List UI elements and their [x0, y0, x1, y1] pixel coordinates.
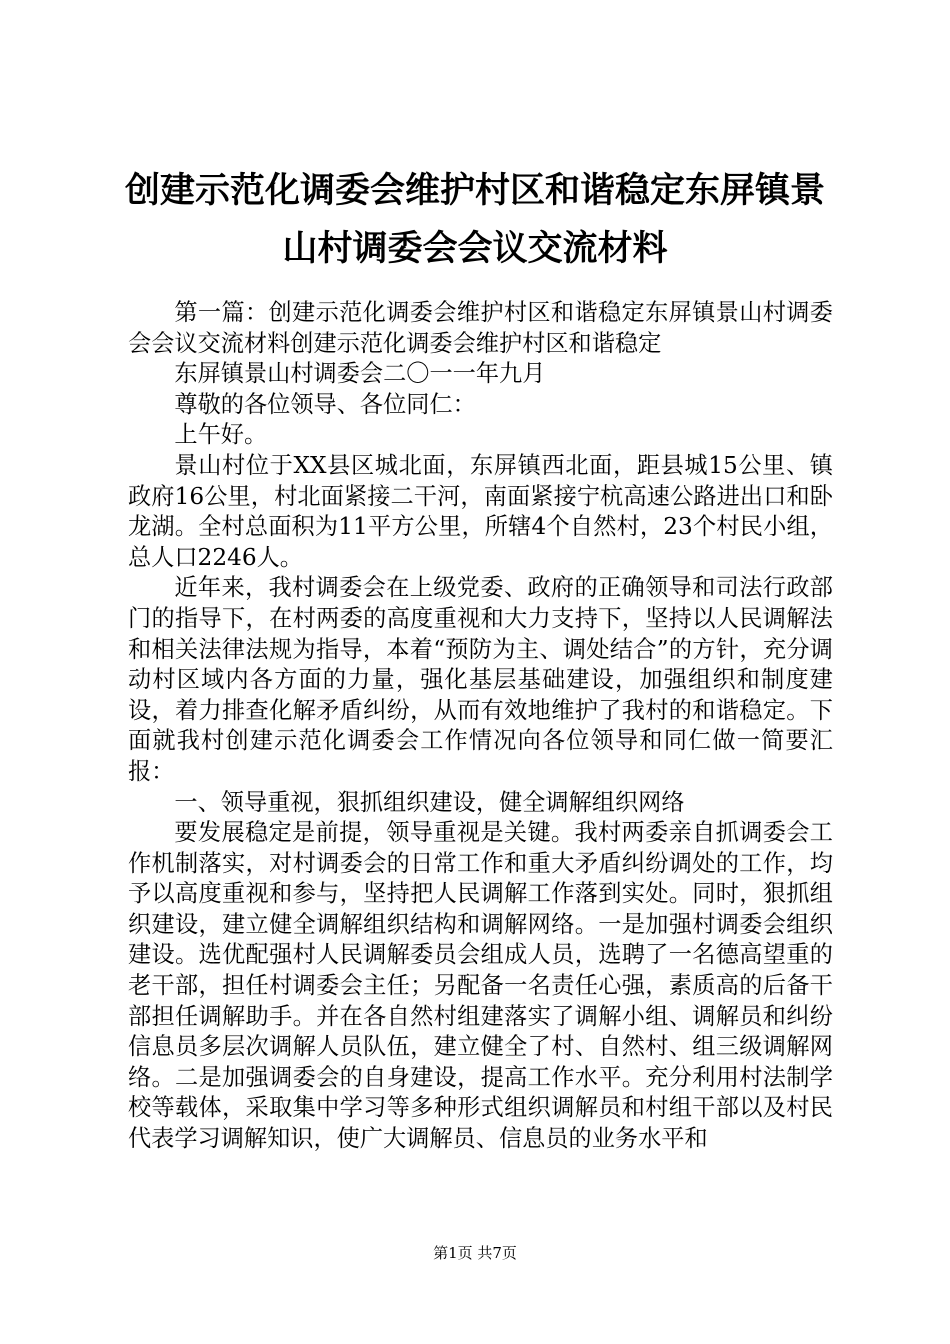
document-title: 创建示范化调委会维护村区和谐稳定东屏镇景山村调委会会议交流材料 — [124, 171, 825, 269]
paragraph-recent-work: 近年来，我村调委会在上级党委、政府的正确领导和司法行政部门的指导下，在村两委的高度重视和大力支持下，坚持以人民调解法和相关法律法规为指导，本着“预防为主、调处结合”的方针，充分调动村区域内各方面的力量，强化基层基础建设，加强组织和制度建设，着力排查化解矛盾纠纷，从而有效地维护了我村的和谐稳定。下面就我村创建示范化调委会工作情况向各位领导和同仁做一简要汇报： — [128, 574, 833, 785]
paragraph-intro: 第一篇：创建示范化调委会维护村区和谐稳定东屏镇景山村调委会会议交流材料创建示范化调委会维护村区和谐稳定 — [128, 299, 833, 357]
page-footer: 第1页 共7页 — [433, 1244, 517, 1262]
paragraph-organization: 要发展稳定是前提，领导重视是关键。我村两委亲自抓调委会工作机制落实，对村调委会的日常工作和重大矛盾纠纷调处的工作，均予以高度重视和参与，坚持把人民调解工作落到实处。同时，狠抓组织建设，建立健全调解组织结构和调解网络。一是加强村调委会组织建设。选优配强村人民调解委员会组成人员，选聘了一名德高望重的老干部，担任村调委会主任；另配备一名责任心强，素质高的后备干部担任调解助手。并在各自然村组建落实了调解小组、调解员和纠纷信息员多层次调解人员队伍，建立健全了村、自然村、组三级调解网络。二是加强调委会的自身建设，提高工作水平。充分利用村法制学校等载体，采取集中学习等多种形式组织调解员和村组干部以及村民代表学习调解知识，使广大调解员、信息员的业务水平和 — [128, 819, 833, 1153]
paragraph-village-overview: 景山村位于XX县区城北面，东屏镇西北面，距县城15公里、镇政府16公里，村北面紧接二干河，南面紧接宁杭高速公路进出口和卧龙湖。全村总面积为11平方公里，所辖4个自然村，23个村民小组，总人口2246人。 — [128, 451, 833, 571]
paragraph-greeting: 上午好。 — [174, 421, 268, 449]
section-heading-1: 一、领导重视，狠抓组织建设，健全调解组织网络 — [174, 788, 685, 816]
document-body — [128, 298, 833, 1155]
paragraph-issuer-date: 东屏镇景山村调委会二〇一一年九月 — [174, 360, 546, 388]
paragraph-salutation: 尊敬的各位领导、各位同仁： — [174, 390, 476, 418]
